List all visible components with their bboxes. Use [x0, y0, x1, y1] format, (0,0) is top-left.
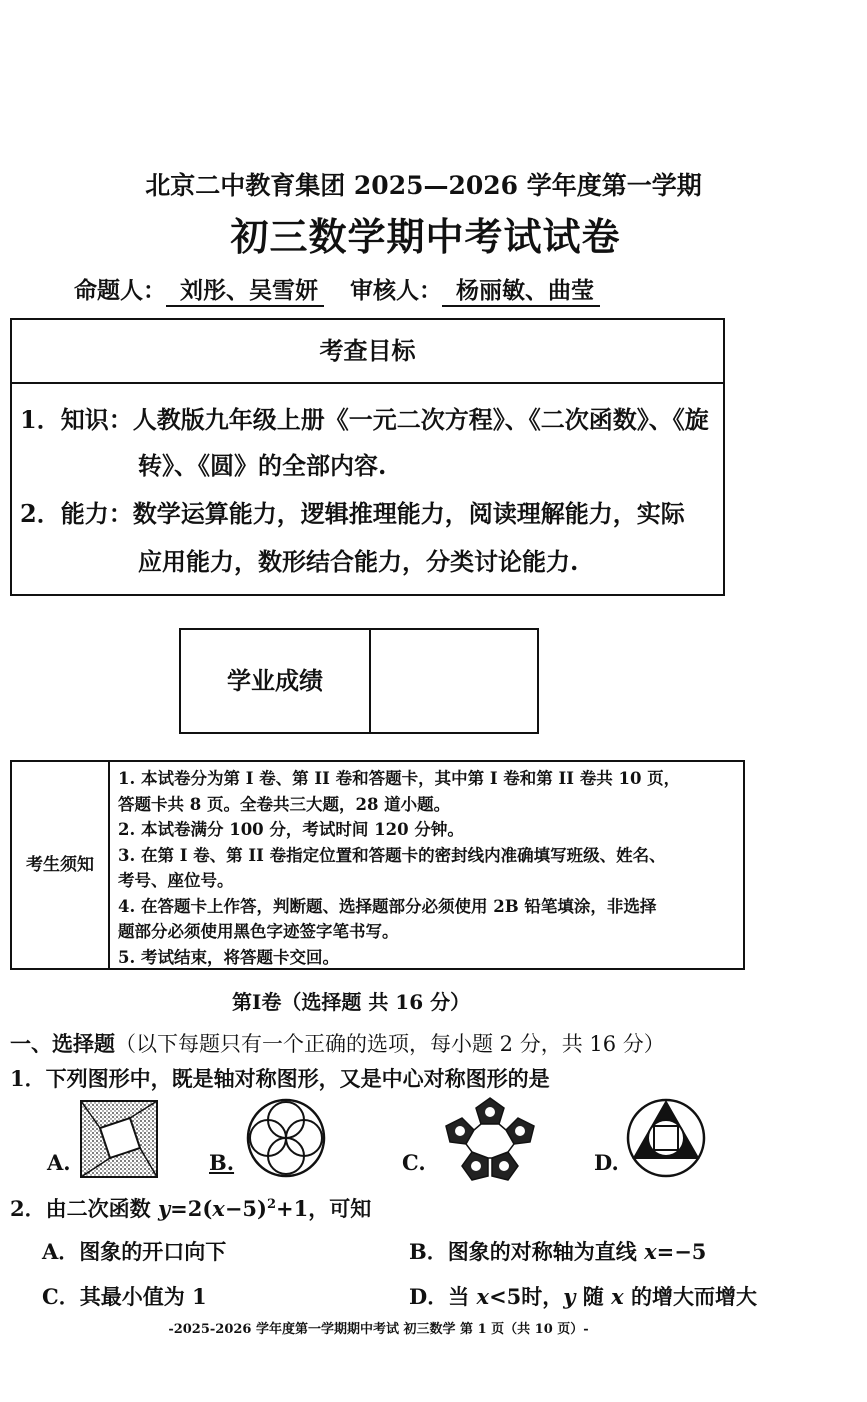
question-1: 1．下列图形中，既是轴对称图形，又是中心对称图形的是 [10, 1066, 550, 1091]
q2-formula-y: y [157, 1196, 171, 1221]
notice-line: 题部分必须使用黑色字迹签字笔书写。 [118, 922, 399, 941]
q1-option-a-label: A. [47, 1150, 71, 1175]
notice-box [10, 760, 745, 970]
goals-box [10, 318, 725, 596]
q2-option-b [409, 1236, 706, 1266]
school-title: 北京二中教育集团 2025—2026 学年度第一学期 [145, 171, 702, 200]
q1-option-a-figure [80, 1100, 158, 1178]
notice-line: 答题卡共 8 页。全卷共三大题，28 道小题。 [118, 794, 451, 814]
goal-item-1-line2: 转》、《圆》的全部内容. [138, 451, 387, 480]
q2-option-d-y: y [563, 1284, 576, 1309]
q2-option-d-mid2: 随 [575, 1284, 612, 1309]
q2-option-b-text: B．图象的对称轴为直线 [409, 1239, 645, 1264]
question-2 [10, 1193, 371, 1223]
notice-line: 3. 在第 I 卷、第 II 卷指定位置和答题卡的密封线内准确填写班级、姓名、 [118, 845, 666, 865]
goals-title: 考查目标 [12, 320, 723, 384]
section-title: 一、选择题 [10, 1031, 115, 1056]
q2-option-d-x2: x [611, 1284, 624, 1309]
authors-line [74, 272, 626, 307]
q1-option-b-label: B. [209, 1150, 235, 1175]
q1-option-c-figure [444, 1096, 536, 1182]
q2-option-d [409, 1281, 757, 1311]
q2-formula-mid: =2( [170, 1196, 213, 1221]
q2-option-d-mid: <5时， [489, 1284, 564, 1309]
q2-option-d-pre: D．当 [409, 1284, 477, 1309]
reviewers-label: 审核人： [350, 277, 442, 304]
q2-prefix: 2．由二次函数 [10, 1196, 158, 1221]
exam-title: 初三数学期中考试试卷 [230, 214, 621, 259]
notice-label: 考生须知 [12, 762, 110, 968]
goal-item-1-num: 1． [20, 405, 61, 434]
score-label: 学业成绩 [181, 630, 371, 732]
q1-option-d-figure [626, 1098, 706, 1178]
section-desc: （以下每题只有一个正确的选项，每小题 2 分，共 16 分） [115, 1032, 665, 1056]
goal-item-1 [20, 396, 709, 444]
q2-formula-tail: +1，可知 [276, 1196, 372, 1221]
score-value-cell[interactable] [371, 630, 537, 732]
section-heading [10, 1028, 665, 1058]
q2-option-b-val: =−5 [656, 1239, 707, 1264]
q2-formula-rest: −5) [224, 1196, 267, 1221]
part1-title: 第I卷（选择题 共 16 分） [232, 990, 471, 1014]
notice-line: 4. 在答题卡上作答，判断题、选择题部分必须使用 2B 铅笔填涂，非选择 [118, 896, 657, 916]
goal-item-2 [20, 490, 685, 538]
authors-label: 命题人： [74, 277, 166, 304]
notice-line: 1. 本试卷分为第 I 卷、第 II 卷和答题卡，其中第 I 卷和第 II 卷共 10 页， [118, 769, 681, 788]
q2-option-d-end: 的增大而增大 [623, 1284, 757, 1309]
q2-option-d-x: x [476, 1284, 490, 1309]
q2-option-c: C．其最小值为 1 [42, 1284, 207, 1309]
q2-formula-exp: 2 [266, 1197, 277, 1212]
q2-option-b-x: x [644, 1239, 657, 1264]
score-box [179, 628, 539, 734]
goal-item-2-line2: 应用能力，数形结合能力，分类讨论能力. [138, 547, 579, 576]
goal-item-2-line1: 能力：数学运算能力，逻辑推理能力，阅读理解能力，实际 [60, 499, 685, 528]
q1-option-b-figure [246, 1098, 326, 1178]
q1-option-d-label: D. [594, 1150, 619, 1175]
q1-option-c-label: C. [402, 1150, 426, 1175]
q2-option-a: A．图象的开口向下 [42, 1239, 227, 1264]
notice-line: 2. 本试卷满分 100 分，考试时间 120 分钟。 [118, 820, 464, 839]
goal-item-2-num: 2． [20, 499, 61, 528]
notice-list [118, 766, 743, 970]
page-footer: -2025-2026 学年度第一学期期中考试 初三数学 第 1 页（共 10 页）- [168, 1322, 589, 1337]
authors-names: 刘彤、吴雪妍 [166, 272, 324, 307]
notice-line: 5. 考试结束，将答题卡交回。 [118, 947, 339, 967]
reviewers-names: 杨丽敏、曲莹 [442, 272, 600, 307]
notice-line: 考号、座位号。 [118, 871, 234, 890]
goal-item-1-line1: 知识：人教版九年级上册《一元二次方程》、《二次函数》、《旋 [60, 405, 709, 434]
q2-formula-x: x [212, 1196, 225, 1221]
